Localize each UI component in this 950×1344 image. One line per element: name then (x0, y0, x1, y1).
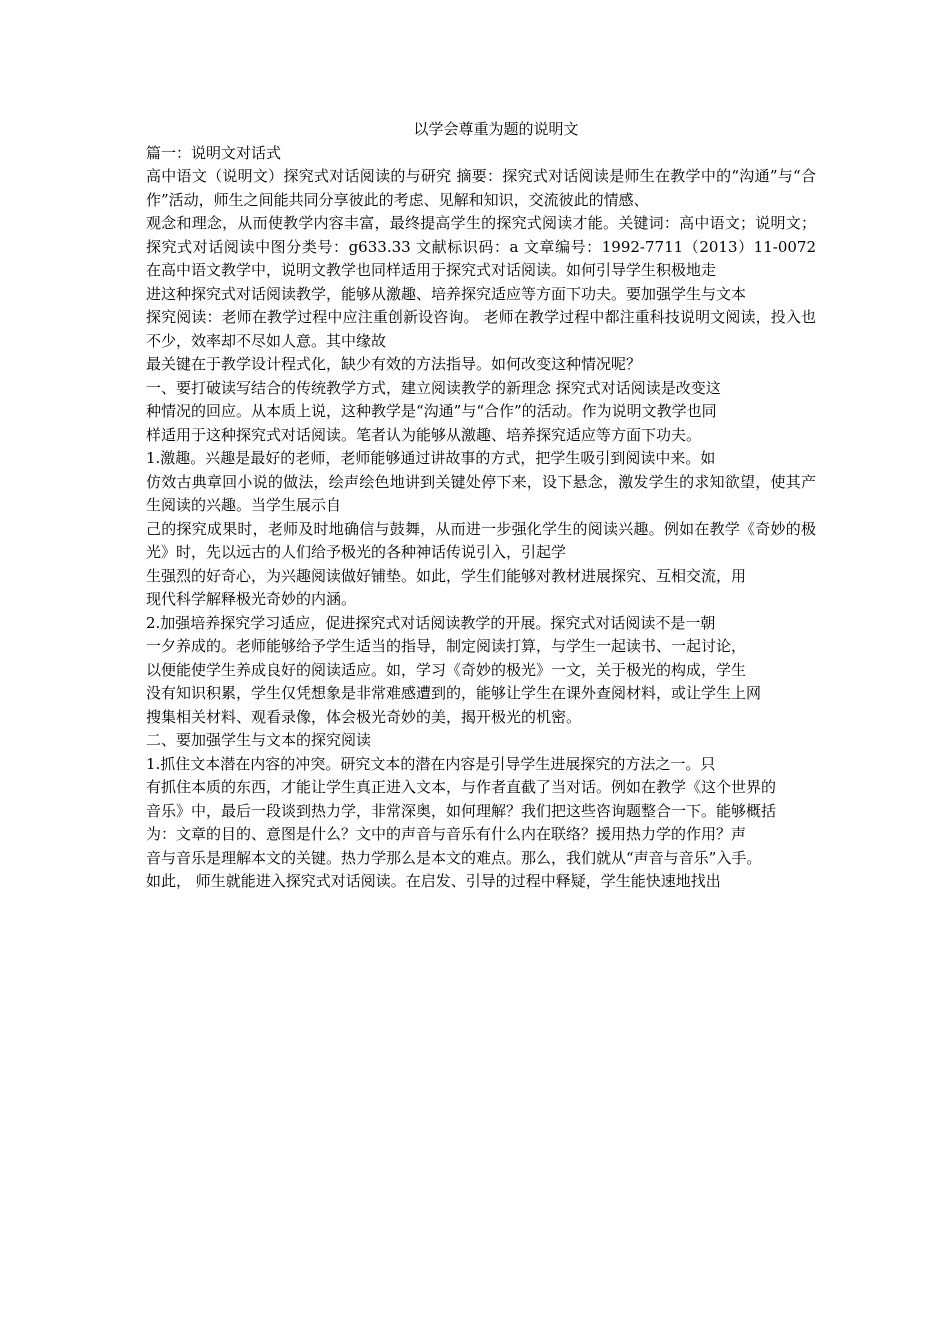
body-paragraph: 探究阅读：老师在教学过程中应注重创新设咨询。 老师在教学过程中都注重科技说明文阅读，投入也不少，效率却不尽如人意。其中缘故 (146, 308, 816, 350)
body-paragraph: 以便能使学生养成良好的阅读适应。如，学习《奇妙的极光》一文，关于极光的构成，学生 (146, 660, 747, 679)
body-paragraph: 二、要加强学生与文本的探究阅读 (146, 731, 372, 749)
body-paragraph: 搜集相关材料、观看录像，体会极光奇妙的美，揭开极光的机密。 (146, 707, 582, 726)
body-paragraph: 最关键在于教学设计程式化，缺少有效的方法指导。如何改变这种情况呢？ (146, 355, 642, 373)
body-paragraph: 样适用于这种探究式对话阅读。笔者认为能够从激趣、培养探究适应等方面下功夫。 (146, 425, 702, 444)
body-paragraph: 己的探究成果时，老师及时地确信与鼓舞，从而进一步强化学生的阅读兴趣。例如在教学《奇妙的极光》时，先以远古的人们给予极光的各种神话传说引入，引起学 (146, 519, 816, 561)
body-paragraph: 2.加强培养探究学习适应，促进探究式对话阅读教学的开展。探究式对话阅读不是一朝 (146, 613, 716, 632)
body-paragraph: 现代科学解释极光奇妙的内涵。 (146, 590, 357, 608)
body-paragraph: 音与音乐是理解本文的关键。热力学那么是本文的难点。那么，我们就从“声音与音乐”入手。 (146, 848, 762, 867)
document-body (146, 142, 816, 894)
body-paragraph: 1.抓住文本潜在内容的冲突。研究文本的潜在内容是引导学生进展探究的方法之一。只 (146, 754, 716, 773)
body-paragraph: 生强烈的好奇心，为兴趣阅读做好铺垫。如此，学生们能够对教材进展探究、互相交流，用 (146, 566, 747, 585)
body-paragraph: 篇一：说明文对话式 (146, 143, 282, 162)
body-paragraph: 为：文章的目的、意图是什么？文中的声音与音乐有什么内在联络？援用热力学的作用？声 (146, 825, 747, 843)
body-paragraph: 有抓住本质的东西，才能让学生真正进入文本，与作者直截了当对话。例如在教学《这个世界的 (146, 778, 777, 796)
body-paragraph: 一、要打破读写结合的传统教学方式，建立阅读教学的新理念 探究式对话阅读是改变这 (146, 378, 721, 397)
body-paragraph: 音乐》中，最后一段谈到热力学，非常深奥，如何理解？我们把这些咨询题整合一下。能够概括 (146, 801, 777, 820)
body-paragraph: 进这种探究式对话阅读教学，能够从激趣、培养探究适应等方面下功夫。要加强学生与文本 (146, 284, 747, 303)
body-paragraph: 1.激趣。兴趣是最好的老师，老师能够通过讲故事的方式，把学生吸引到阅读中来。如 (146, 449, 716, 467)
document-page (146, 118, 816, 894)
body-paragraph: 没有知识积累，学生仅凭想象是非常难感遭到的，能够让学生在课外查阅材料，或让学生上网 (146, 684, 762, 702)
body-paragraph: 观念和理念，从而使教学内容丰富，最终提高学生的探究式阅读才能。关键词：高中语文；说明文；探究式对话阅读中图分类号：g633.33 文献标识码：a 文章编号：1992-7711（2013）11-0072 在高中语文教学中，说明文教学也同样适用于探究式对话阅读。如何引导学生积极地走 (146, 214, 816, 279)
body-paragraph: 高中语文（说明文）探究式对话阅读的与研究 摘要：探究式对话阅读是师生在教学中的“沟通”与“合作”活动，师生之间能共同分享彼此的考虑、见解和知识，交流彼此的情感、 (146, 167, 816, 209)
body-paragraph: 种情况的回应。从本质上说，这种教学是“沟通”与“合作”的活动。作为说明文教学也同 (146, 402, 717, 420)
document-title: 以学会尊重为题的说明文 (413, 120, 579, 138)
body-paragraph: 一夕养成的。老师能够给予学生适当的指导，制定阅读打算，与学生一起读书、一起讨论， (146, 637, 747, 655)
body-paragraph: 仿效古典章回小说的做法，绘声绘色地讲到关键处停下来，设下悬念，激发学生的求知欲望，使其产生阅读的兴趣。当学生展示自 (146, 472, 816, 514)
body-paragraph: 如此， 师生就能进入探究式对话阅读。在启发、引导的过程中释疑，学生能快速地找出 (146, 872, 721, 890)
